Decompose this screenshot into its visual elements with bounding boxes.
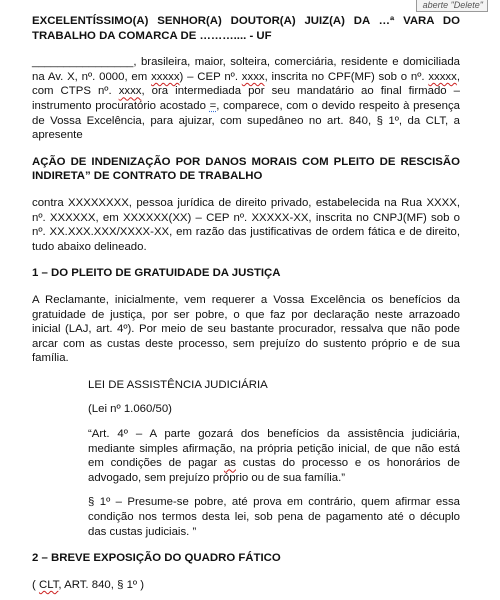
document-link[interactable]: =: [209, 99, 217, 112]
defendant-qualification: contra XXXXXXXX, pessoa jurídica de direito privado, estabelecida na Rua XXXX, nº. XXXXXX, em XXXXXX(XX) – CEP nº. XXXXX-XX, inscrita no CNPJ(MF) sob o nº. XX.XXX.XXX/XXXX-XX, em razão das justificativas de ordem fática e de direito, tudo abaixo delineado.: [32, 196, 460, 253]
action-title: AÇÃO DE INDENIZAÇÃO POR DANOS MORAIS COM PLEITO DE RESCISÃO INDIRETA” DE CONTRATO DE TRABALHO: [32, 155, 460, 183]
plaintiff-text-3: , inscrita no CPF(MF) sob o nº.: [264, 70, 429, 83]
law-title: LEI DE ASSISTÊNCIA JUDICIÁRIA: [88, 378, 268, 391]
spellcheck-cep: xxxx: [241, 70, 265, 83]
article-text-b: custas do processo e os honorários de advogado, sem prejuízo próprio ou de sua família.”: [88, 457, 460, 484]
reference-rest: , ART. 840, § 1º ): [58, 578, 145, 591]
plaintiff-text-2: ) – CEP nº.: [179, 70, 242, 83]
court-header: EXCELENTÍSSIMO(A) SENHOR(A) DOUTOR(A) JUIZ(A) DA …ª VARA DO TRABALHO DA COMARCA DE ……….... - UF: [32, 15, 460, 42]
reference-open: (: [32, 578, 39, 591]
plaintiff-text-6: , comparece, com o devido respeito à presença de Vossa Excelência, para ajuizar, com supedâneo no art. 840, § 1º, da CLT, a apresente: [32, 99, 460, 142]
plaintiff-qualification: [32, 55, 460, 143]
spellcheck-clt: CLT: [38, 578, 59, 591]
spellcheck-city: xxxxx: [151, 70, 180, 83]
legal-reference: [32, 578, 460, 593]
section-2-title: 2 – BREVE EXPOSIÇÃO DO QUADRO FÁTICO: [32, 552, 281, 565]
document-page: [32, 14, 460, 592]
section-1-paragraph: A Reclamante, inicialmente, vem requerer a Vossa Excelência os benefícios da gratuidade de justiça, por ser pobre, o que faz por declaração neste arrazoado inicial (LAJ, art. 4º). Por meio de seu bastante procurador, ressalva que não pode arcar com as custas deste processo, sem prejuízo do sustento próprio e de sua família.: [32, 293, 460, 365]
plaintiff-text-1: ________________, brasileira, maior, solteira, comerciária, residente e domiciliada na Av. X, nº. 0000, em: [32, 56, 460, 83]
delete-tooltip: aberte "Delete": [416, 0, 488, 12]
section-1-title: 1 – DO PLEITO DE GRATUIDADE DA JUSTIÇA: [32, 267, 281, 280]
law-number: (Lei nº 1.060/50): [88, 403, 172, 416]
spellcheck-ctps: xxxx: [118, 85, 142, 98]
plaintiff-text-4: , com CTPS nº.: [32, 70, 460, 98]
plaintiff-text-5: , ora intermediada por seu mandatário ao final firmado – instrumento procuratório acostado: [32, 85, 460, 112]
article-text-a: “Art. 4º – A parte gozará dos benefícios da assistência judiciária, mediante simples afirmação, na própria petição inicial, de que não está em condições de pagar: [88, 428, 460, 470]
spellcheck-cpf: xxxxx: [428, 70, 457, 83]
law-article-quote: [88, 427, 460, 485]
law-paragraph-1: § 1º – Presume-se pobre, até prova em contrário, quem afirmar essa condição nos termos desta lei, sob pena de pagamento até o décuplo das custas judiciais. ”: [88, 496, 460, 538]
spellcheck-as: as: [223, 457, 236, 470]
